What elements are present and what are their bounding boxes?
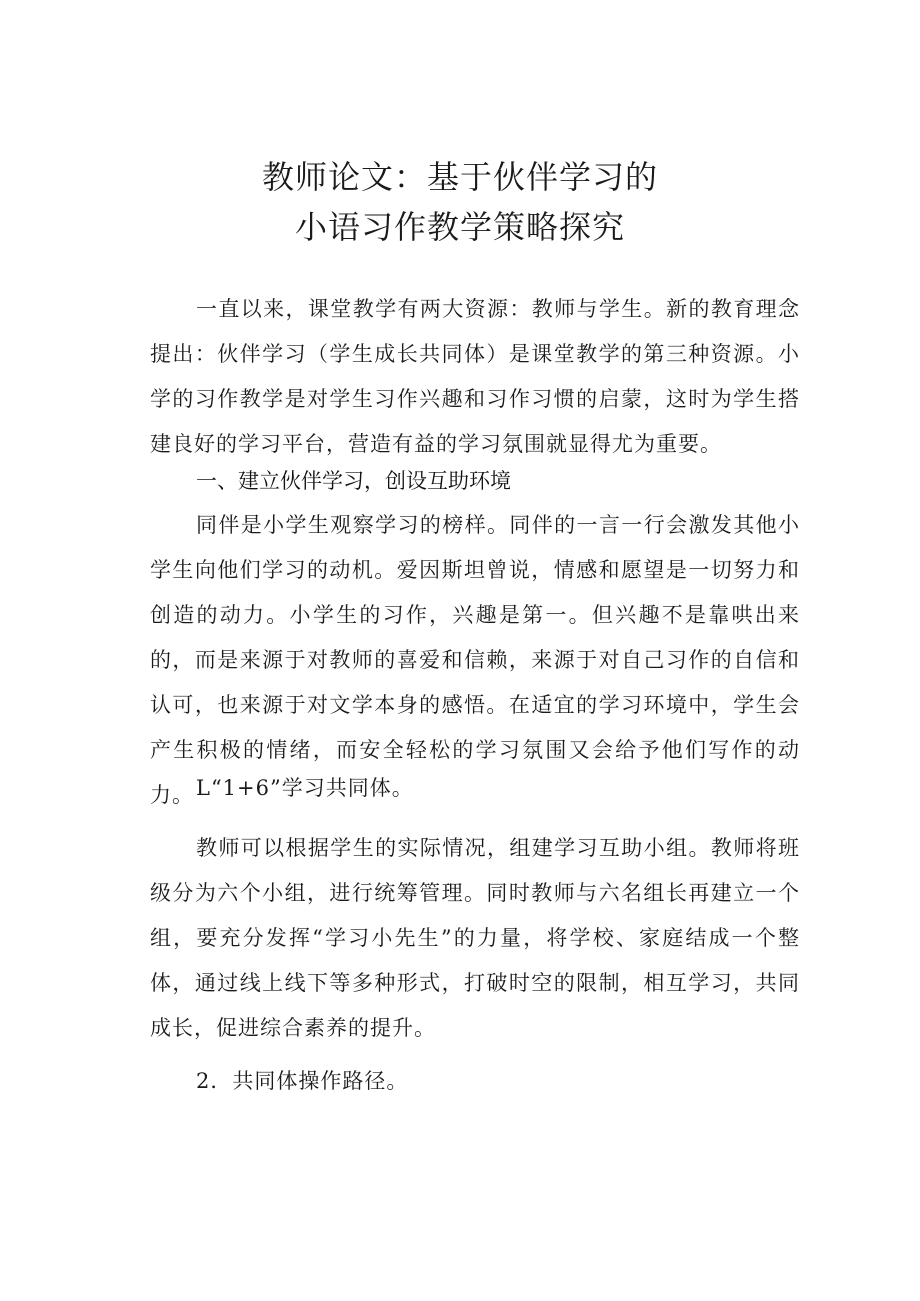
section-heading-1: 一、建立伙伴学习，创设互助环境	[196, 469, 511, 493]
title-line-2: 小语习作教学策略探究	[294, 208, 625, 246]
section-1-paragraph: 同伴是小学生观察学习的榜样。同伴的一言一行会激发其他小学生向他们学习的动机。爱因斯坦曾说，情感和愿望是一切努力和创造的动力。小学生的习作，兴趣是第一。但兴趣不是靠哄出来的，而是来源于对教师的喜爱和信赖，来源于对自己习作的自信和认可，也来源于对文学本身的感悟。在适宜的学习环境中，学生会产生积极的情绪，而安全轻松的学习氛围又会给予他们写作的动力。	[150, 513, 800, 807]
intro-paragraph: 一直以来，课堂教学有两大资源：教师与学生。新的教育理念提出：伙伴学习（学生成长共同体）是课堂教学的第三种资源。小学的习作教学是对学生习作兴趣和习作习惯的启蒙，这时为学生搭建良好的学习平台，营造有益的学习氛围就显得尤为重要。	[150, 297, 800, 456]
title-line-1: 教师论文：基于伙伴学习的	[261, 158, 658, 196]
subsection-1-paragraph: 教师可以根据学生的实际情况，组建学习互助小组。教师将班级分为六个小组，进行统筹管理。同时教师与六名组长再建立一个组，要充分发挥“学习小先生”的力量，将学校、家庭结成一个整体，通过线上线下等多种形式，打破时空的限制，相互学习，共同成长，促进综合素养的提升。	[150, 836, 800, 1040]
subheading-2: 2．共同体操作路径。	[196, 1069, 409, 1093]
document-title	[0, 152, 920, 252]
subheading-1: L“1+6”学习共同体。	[196, 776, 414, 800]
